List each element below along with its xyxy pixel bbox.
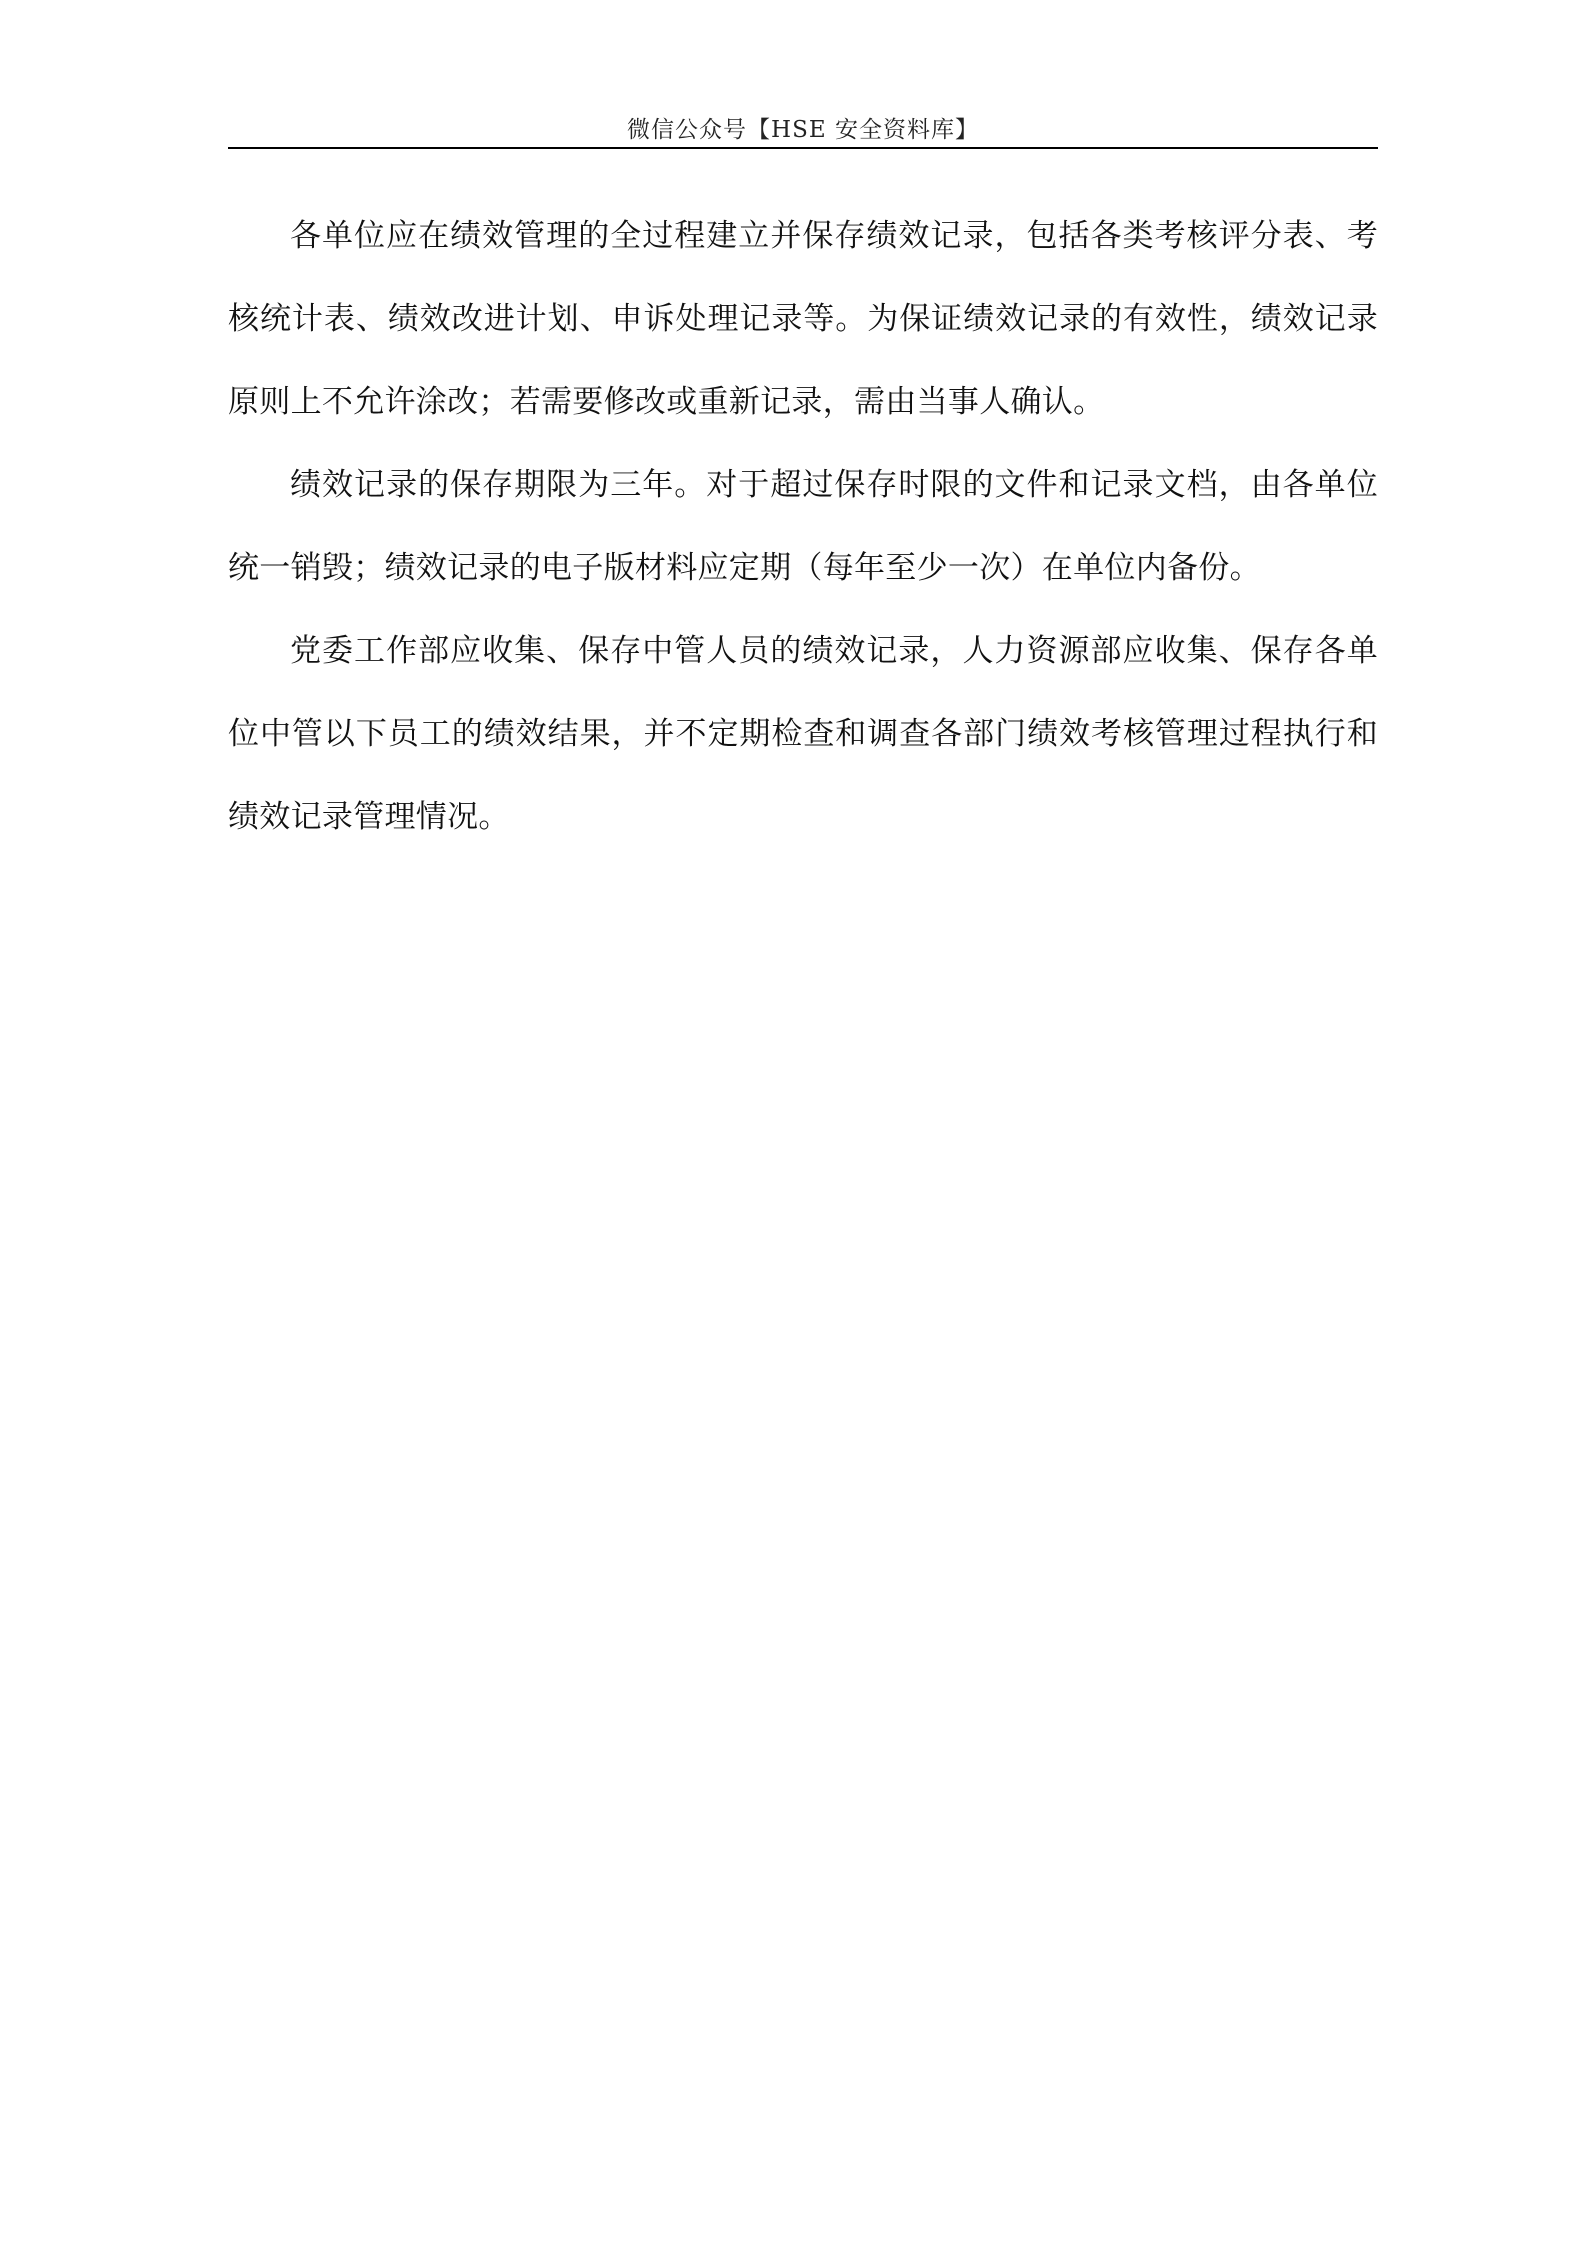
paragraph-retention-period: 绩效记录的保存期限为三年。对于超过保存时限的文件和记录文档，由各单位统一销毁；绩效记录的电子版材料应定期（每年至少一次）在单位内备份。 — [228, 467, 1378, 586]
document-body — [228, 195, 1378, 859]
paragraph-responsibility: 党委工作部应收集、保存中管人员的绩效记录，人力资源部应收集、保存各单位中管以下员工的绩效结果，并不定期检查和调查各部门绩效考核管理过程执行和绩效记录管理情况。 — [228, 633, 1378, 835]
header-divider — [228, 147, 1378, 149]
paragraph-record-keeping: 各单位应在绩效管理的全过程建立并保存绩效记录，包括各类考核评分表、考核统计表、绩效改进计划、申诉处理记录等。为保证绩效记录的有效性，绩效记录原则上不允许涂改；若需要修改或重新记录，需由当事人确认。 — [228, 218, 1378, 420]
page-header: 微信公众号【HSE 安全资料库】 — [627, 117, 979, 143]
